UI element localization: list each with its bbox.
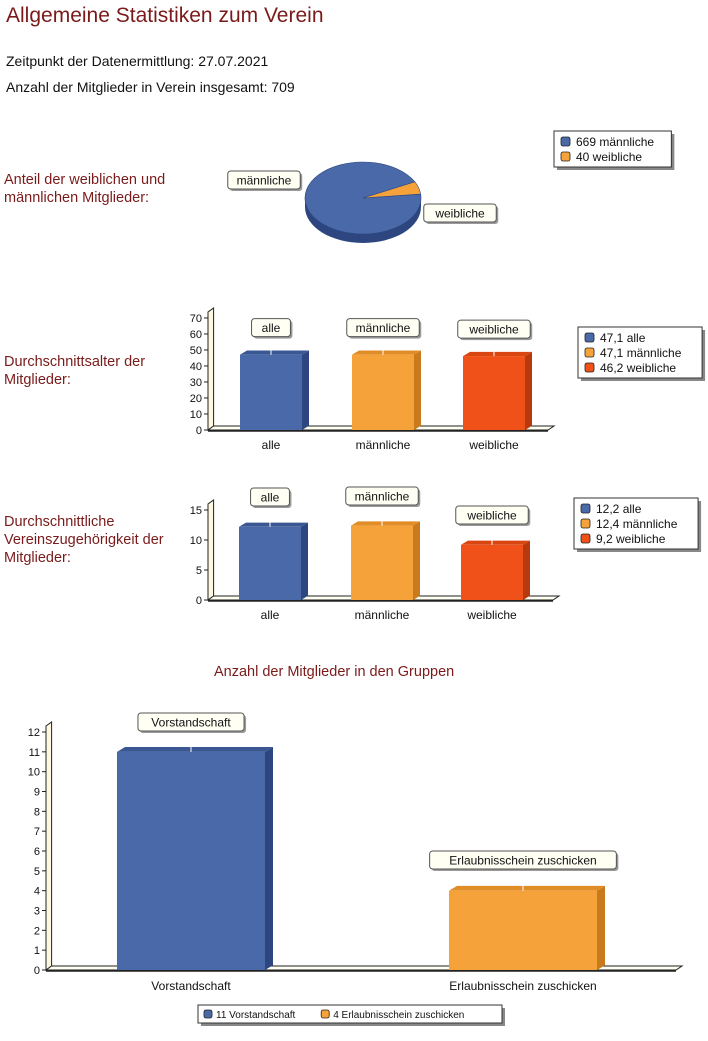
chart-3-y-axis-wall [46,722,52,970]
page-title: Allgemeine Statistiken zum Verein [6,4,324,27]
membership-legend-entry-2: 9,2 weibliche [596,532,666,546]
chart-2-category-2: weibliche [467,608,517,622]
age-legend-entry-2: 46,2 weibliche [600,361,677,375]
chart-3-ytick-label-3: 3 [33,905,40,918]
groups-legend-swatch-0 [204,1010,212,1018]
chart-3-bar-label-0: Vorstandschaft [151,715,231,730]
chart-3-bar-side-1 [597,886,605,970]
chart-3-ytick-label-11: 11 [28,746,40,759]
chart-1-bar-label-2: weibliche [469,322,519,337]
membership-legend-swatch-0 [581,504,590,513]
chart-2-bar-side-2 [523,541,530,600]
chart-3-category-1: Erlaubnisschein zuschicken [449,979,597,993]
chart-1-bar-0 [240,355,302,430]
chart-1-bar-label-0: alle [261,321,281,336]
chart-2-y-axis-wall [208,500,214,600]
chart-3-bar-0 [117,752,265,970]
chart-2-ytick-label-0: 0 [195,595,202,607]
chart-2-bar-side-1 [413,521,420,600]
chart-3-ytick-label-9: 9 [33,786,40,799]
chart-3-ytick-label-1: 1 [33,945,40,958]
pie-legend-entry-0: 669 männliche [576,135,655,149]
chart-2-bar-side-0 [301,523,308,600]
pie-legend-swatch-0 [561,137,570,146]
chart-3-ytick-label-7: 7 [33,826,40,839]
chart-1-bar-label-1: männliche [355,321,411,336]
gender-section-label: Anteil der weiblichen und männlichen Mitglieder: [4,172,166,206]
chart-3-ytick-label-2: 2 [33,925,40,938]
chart-3-bar-side-0 [265,747,273,970]
groups-chart-title: Anzahl der Mitglieder in den Gruppen [214,664,455,680]
chart-1-ytick-label-20: 20 [189,393,202,405]
age-legend-swatch-1 [585,348,594,357]
age-section-label: Durchschnittsalter der Mitglieder: [4,354,146,388]
chart-2-category-0: alle [260,608,280,622]
chart-1-bar-2 [463,356,525,430]
members-total-line: Anzahl der Mitglieder in Verein insgesamt: 709 [6,79,295,95]
membership-section-label: Durchschnittliche Vereinszugehörigkeit der Mitglieder: [4,514,164,566]
chart-3-ytick-label-6: 6 [33,846,40,858]
chart-1-ytick-label-0: 0 [195,425,202,437]
chart-1-ytick-label-70: 70 [189,313,202,325]
chart-1-bar-top-2 [463,352,532,356]
chart-3-bar-1 [449,891,597,970]
chart-2-bar-label-2: weibliche [467,508,517,523]
chart-2-bar-2 [461,545,523,600]
chart-1-category-1: männliche [355,438,411,452]
chart-2-bar-label-0: alle [260,490,280,505]
chart-3-ytick-label-10: 10 [27,766,40,779]
data-date-line: Zeitpunkt der Datenermittlung: 27.07.2021 [6,53,269,69]
age-legend-entry-1: 47,1 männliche [600,346,682,360]
chart-2-bar-1 [351,526,413,600]
membership-legend-entry-0: 12,2 alle [596,502,642,516]
pie-slice-label-1: weibliche [435,206,485,221]
chart-3-category-0: Vorstandschaft [151,979,231,993]
chart-1-bar-1 [352,355,414,430]
chart-3-bar-label-1: Erlaubnisschein zuschicken [449,853,597,868]
chart-1-ytick-label-30: 30 [189,377,202,389]
chart-1-ytick-label-10: 10 [189,409,202,421]
chart-2-bar-top-1 [351,521,420,525]
chart-2-bar-label-1: männliche [354,489,410,504]
pie-slice-label-0: männliche [236,173,292,188]
chart-1-ytick-label-40: 40 [189,361,202,373]
chart-1-bar-side-1 [414,350,421,430]
chart-3-ytick-label-12: 12 [27,727,40,739]
chart-2-bar-0 [239,527,301,600]
pie-legend-entry-1: 40 weibliche [576,150,643,164]
chart-2-category-1: männliche [354,608,410,622]
chart-1-bar-side-2 [525,352,532,430]
chart-2-ytick-label-15: 15 [189,505,202,517]
chart-2-bar-top-0 [239,523,308,527]
chart-1-ytick-label-60: 60 [189,329,202,341]
chart-2-ytick-label-10: 10 [189,535,202,547]
chart-3-ytick-label-4: 4 [33,885,40,898]
chart-2-bar-top-2 [461,541,530,545]
chart-1-category-0: alle [261,438,281,452]
chart-1-ytick-label-50: 50 [189,345,202,357]
chart-1-bar-top-1 [352,350,421,354]
membership-legend-swatch-1 [581,519,590,528]
groups-legend-swatch-1 [321,1010,329,1018]
chart-3-ytick-label-8: 8 [33,806,40,819]
chart-1-bar-top-0 [240,350,309,354]
pie-legend-swatch-1 [561,152,570,161]
membership-legend-entry-1: 12,4 männliche [596,517,678,531]
groups-legend-entry-1: 4 Erlaubnisschein zuschicken [333,1010,465,1021]
age-legend-entry-0: 47,1 alle [600,331,646,345]
chart-3-ytick-label-5: 5 [33,865,40,878]
chart-3-ytick-label-0: 0 [33,965,40,977]
groups-legend-entry-0: 11 Vorstandschaft [216,1010,296,1021]
chart-1-category-2: weibliche [469,438,519,452]
chart-2-ytick-label-5: 5 [195,565,202,577]
age-legend-swatch-0 [585,333,594,342]
chart-1-y-axis-wall [208,308,214,430]
membership-legend-swatch-2 [581,534,590,543]
chart-3-bar-top-1 [449,886,605,891]
age-legend-swatch-2 [585,363,594,372]
chart-1-bar-side-0 [302,350,309,430]
chart-3-bar-top-0 [117,747,273,752]
